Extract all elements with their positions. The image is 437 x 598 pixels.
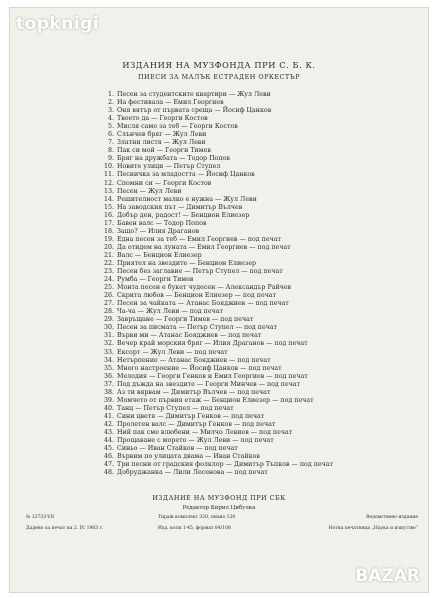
imprint-print-run: Тираж комплект 320, пиано 120: [158, 515, 236, 520]
list-item: [102, 276, 422, 284]
list-item-number: 9.: [107, 155, 114, 163]
list-item-text: Златни листя — Жул Леви: [117, 139, 206, 147]
publications-list: [102, 91, 422, 477]
list-item-number: 43.: [103, 428, 114, 436]
list-item-text: Вървим по улицата двама — Иван Стайков: [117, 453, 260, 461]
list-item: [102, 155, 422, 163]
list-item: [102, 324, 422, 332]
list-item-text: Песен за писмата — Петър Ступел — под печат: [117, 324, 278, 332]
list-item-text: Валс — Бенцион Елиезер: [117, 251, 202, 259]
list-item-number: 26.: [103, 292, 114, 300]
list-item-number: 2.: [107, 99, 114, 107]
list-item-text: Мисля само за теб — Георги Костов: [117, 123, 238, 131]
imprint-number: № 12733-VII: [26, 515, 55, 520]
list-item-text: Твоето да — Георги Костов: [117, 115, 208, 123]
list-item: [102, 147, 422, 155]
list-item-number: 7.: [107, 139, 114, 147]
page-subtitle: ПИЕСИ ЗА МАЛЪК ЕСТРАДЕН ОРКЕСТЪР: [137, 73, 301, 81]
list-item-text: Ексорт — Жул Леви — под печат: [117, 348, 228, 356]
list-item-text: Под дъжда на звездите — Георги Минчев — под печат: [117, 380, 301, 388]
list-item: [102, 413, 422, 421]
list-item-text: Една песен за теб — Емил Георгиев — под печат: [117, 235, 281, 243]
list-item-number: 22.: [103, 259, 114, 267]
list-item-text: Нетърпение — Атанас Бояджиев — под печат: [117, 356, 271, 364]
list-item: [102, 300, 422, 308]
list-item-text: Приятел на звездите — Бенцион Елиезер: [117, 259, 257, 267]
list-item-number: 34.: [103, 356, 114, 364]
list-item-text: Защо? — Илия Драганов: [117, 227, 200, 235]
list-item: [102, 316, 422, 324]
list-item: [102, 244, 422, 252]
list-item-text: Монта песен е букет чудесен — Александър Райчев: [117, 284, 292, 292]
list-item-number: 24.: [103, 276, 114, 284]
list-item-number: 10.: [103, 163, 114, 171]
list-item-text: Песен — Жул Леви: [117, 187, 182, 195]
list-item: [102, 405, 422, 413]
imprint-department: Ведомствено издание: [366, 515, 418, 520]
list-item: [102, 308, 422, 316]
list-item-number: 3.: [107, 107, 114, 115]
list-item: [102, 349, 422, 357]
list-item: [102, 389, 422, 397]
list-item: [102, 437, 422, 445]
list-item-number: 33.: [103, 348, 114, 356]
list-item-text: Момчето от първия етаж — Бенцион Елиезер — под печат: [117, 396, 314, 404]
list-item-text: На фестивала — Емил Георгиев: [117, 99, 224, 107]
list-item-number: 16.: [103, 211, 114, 219]
list-item-text: Да отидем на луната — Емил Георгиев — под печат: [117, 243, 291, 251]
list-item: [102, 284, 422, 292]
list-item: [102, 381, 422, 389]
list-item-text: Сини цветя — Димитър Генков — под печат: [117, 412, 265, 420]
list-item-text: Бавен валс — Тодор Попов: [117, 219, 207, 227]
imprint-date: Дадено за печат на 2. IV. 1963 г.: [26, 526, 104, 531]
imprint-sheets: Изд. коли 1·45, формат 84/108: [158, 526, 231, 531]
list-item-text: Мелодия — Георги Генков и Емил Георгиев — под печат: [117, 372, 308, 380]
imprint-press: Нотна печатница „Наука и изкуство“: [328, 526, 418, 531]
list-item-text: Песничка за младостта — Йосиф Цанков: [117, 171, 255, 179]
list-item-number: 4.: [107, 115, 114, 123]
list-item-number: 5.: [107, 123, 114, 131]
list-item: [102, 91, 422, 99]
list-item-text: Танц — Петър Ступел — под печат: [117, 404, 234, 412]
list-item: [102, 123, 422, 131]
list-item: [102, 421, 422, 429]
list-item-number: 21.: [103, 251, 114, 259]
list-item-text: Добруджанка — Лили Лесенова — под печат: [117, 469, 268, 477]
list-item: [102, 228, 422, 236]
list-item: [102, 397, 422, 405]
list-item: [102, 453, 422, 461]
list-item-text: Ний пак сме влюбени — Милчо Левиев — под печат: [117, 428, 293, 436]
list-item-number: 41.: [103, 412, 114, 420]
list-item-number: 25.: [103, 284, 114, 292]
list-item-text: Пролетен валс — Димитър Генков — под печат: [117, 420, 276, 428]
list-item: [102, 212, 422, 220]
list-item: [102, 292, 422, 300]
list-item: [102, 204, 422, 212]
list-item-number: 6.: [107, 131, 114, 139]
list-item: [102, 115, 422, 123]
list-item-number: 45.: [103, 445, 114, 453]
list-item-text: Спомни си — Георги Костов: [117, 179, 212, 187]
list-item-text: Вечер край морския бряг — Илия Драганов — под печат: [117, 340, 308, 348]
list-item-number: 15.: [103, 203, 114, 211]
list-item: [102, 99, 422, 107]
watermark-bottom-right: BAZAR: [355, 566, 420, 586]
list-item: [102, 196, 422, 204]
list-item-number: 35.: [103, 364, 114, 372]
list-item-number: 28.: [103, 308, 114, 316]
list-item-text: На заводския път — Димитър Вълчев: [117, 203, 243, 211]
list-item-text: Румба — Георги Тимев: [117, 276, 194, 284]
list-item-text: Прощаване с морето — Жул Леви — под печат: [117, 437, 274, 445]
list-item-text: Песен за чайката — Атанас Бояджиев — под печат: [117, 300, 289, 308]
list-item-number: 12.: [103, 179, 114, 187]
list-item-text: Синьо — Иван Стайков — под печат: [117, 445, 238, 453]
list-item-number: 38.: [103, 388, 114, 396]
list-item-text: Новите улици — Петър Ступел: [117, 163, 221, 171]
list-item-text: Аз ти вярвам — Димитър Вълчев — под печат: [117, 388, 271, 396]
list-item-number: 39.: [103, 396, 114, 404]
list-item-number: 11.: [103, 171, 114, 179]
list-item-number: 36.: [103, 372, 114, 380]
list-item-text: Върви ми — Атанас Бояджиев — под печат: [117, 332, 262, 340]
list-item-text: Пак си мой — Георги Тимев: [117, 147, 211, 155]
list-item: [102, 188, 422, 196]
list-item-number: 30.: [103, 324, 114, 332]
footer-title: ИЗДАНИЕ НА МУЗФОНД ПРИ СБК: [152, 494, 286, 502]
list-item: [102, 469, 422, 477]
list-item-number: 31.: [103, 332, 114, 340]
list-item-text: Песен за студентските квартири — Жул Леви: [117, 91, 271, 98]
list-item-text: Оня вятър от първата среща — Йосиф Цанков: [117, 107, 272, 115]
list-item-text: Много настроение — Йосиф Цанков — под печат: [117, 364, 282, 372]
footer-editor: Редактор Кирил Цибулка: [182, 505, 256, 511]
list-item-number: 29.: [103, 316, 114, 324]
list-item-number: 48.: [103, 469, 114, 477]
list-item: [102, 332, 422, 340]
list-item-text: Бряг на дружбата — Тодор Попов: [117, 155, 230, 163]
list-item: [102, 373, 422, 381]
list-item-number: 27.: [103, 300, 114, 308]
list-item-number: 32.: [103, 340, 114, 348]
list-item-text: Завръщане — Георги Тимев — под печат: [117, 316, 254, 324]
list-item: [102, 171, 422, 179]
list-item: [102, 139, 422, 147]
watermark-top-left: topknigi: [16, 14, 100, 34]
list-item: [102, 461, 422, 469]
list-item: [102, 180, 422, 188]
list-item-number: 17.: [103, 219, 114, 227]
list-item: [102, 236, 422, 244]
sheet-music-back-cover: [10, 8, 428, 592]
list-item-number: 19.: [103, 235, 114, 243]
list-item: [102, 268, 422, 276]
list-item-number: 40.: [103, 404, 114, 412]
list-item-text: Решителност малко е нужна — Жул Леви: [117, 195, 257, 203]
list-item-number: 18.: [103, 227, 114, 235]
list-item-number: 42.: [103, 420, 114, 428]
list-item-text: Ча-ча — Жул Леви — под печат: [117, 308, 223, 316]
list-item: [102, 131, 422, 139]
list-item-text: Слънчев бряг — Жул Леви: [117, 131, 207, 139]
list-item: [102, 107, 422, 115]
page-title: ИЗДАНИЯ НА МУЗФОНДА ПРИ С. Б. К.: [122, 60, 316, 70]
list-item: [102, 340, 422, 348]
list-item-number: 46.: [103, 453, 114, 461]
list-item-text: Скрита любов — Бенцион Елиезер — под печат: [117, 292, 277, 300]
list-item-number: 8.: [107, 147, 114, 155]
list-item: [102, 365, 422, 373]
list-item: [102, 252, 422, 260]
list-item-number: 44.: [103, 437, 114, 445]
list-item: [102, 429, 422, 437]
list-item-number: 47.: [103, 461, 114, 469]
list-item-number: 1.: [107, 91, 114, 98]
list-item: [102, 445, 422, 453]
list-item-text: Три песни от градския фолклор — Димитър Тъпков — под печат: [117, 461, 334, 469]
list-item-number: 13.: [103, 187, 114, 195]
list-item: [102, 260, 422, 268]
list-item-number: 14.: [103, 195, 114, 203]
list-item: [102, 220, 422, 228]
list-item-number: 23.: [103, 268, 114, 276]
list-item-text: Песен без заглавие — Петър Ступел — под печат: [117, 268, 283, 276]
list-item: [102, 357, 422, 365]
list-item-number: 20.: [103, 243, 114, 251]
list-item-text: Добър ден, радост! — Бенцион Елиезер: [117, 211, 250, 219]
list-item-number: 37.: [103, 380, 114, 388]
